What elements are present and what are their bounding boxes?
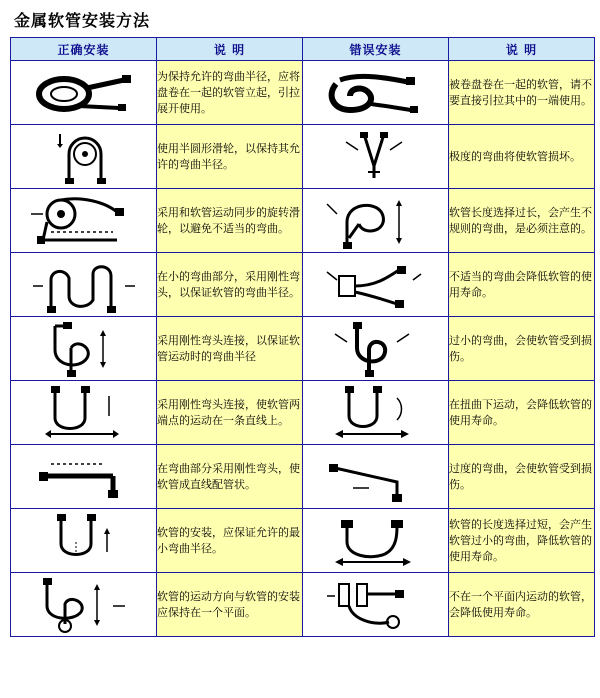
overlong-hose-icon bbox=[313, 512, 439, 570]
rigid-elbow-straight-pipe-icon bbox=[21, 448, 147, 506]
correct-note: 在小的弯曲部分，采用刚性弯头，以保证软管的弯曲半径。 bbox=[157, 253, 303, 317]
out-of-plane-motion-icon bbox=[313, 576, 439, 634]
improper-bend-icon bbox=[313, 256, 439, 314]
correct-note: 软管的运动方向与软管的安装应保持在一个平面。 bbox=[157, 573, 303, 637]
correct-note: 为保持允许的弯曲半径，应将盘卷在一起的软管立起，引拉展开使用。 bbox=[157, 61, 303, 125]
table-row bbox=[11, 509, 595, 573]
rigid-bend-small-radius-icon bbox=[21, 256, 147, 314]
wrong-illustration-cell bbox=[303, 573, 449, 637]
table-row bbox=[11, 573, 595, 637]
wrong-note: 在扭曲下运动，会降低软管的使用寿命。 bbox=[449, 381, 595, 445]
wrong-note: 软管的长度选择过短，会产生软管过小的弯曲，降低软管的使用寿命。 bbox=[449, 509, 595, 573]
correct-illustration-cell bbox=[11, 445, 157, 509]
table-row bbox=[11, 189, 595, 253]
correct-illustration-cell bbox=[11, 61, 157, 125]
minimum-bend-radius-icon bbox=[21, 512, 147, 570]
wrong-illustration-cell bbox=[303, 381, 449, 445]
correct-illustration-cell bbox=[11, 189, 157, 253]
table-row bbox=[11, 125, 595, 189]
synchronized-rotating-pulley-icon bbox=[21, 192, 147, 250]
correct-note: 采用和软管运动同步的旋转滑轮，以避免不适当的弯曲。 bbox=[157, 189, 303, 253]
page-title: 金属软管安装方法 bbox=[14, 11, 151, 30]
correct-illustration-cell bbox=[11, 253, 157, 317]
correct-note: 软管的安装，应保证允许的最小弯曲半径。 bbox=[157, 509, 303, 573]
table-row bbox=[11, 61, 595, 125]
correct-illustration-cell bbox=[11, 317, 157, 381]
wrong-illustration-cell bbox=[303, 253, 449, 317]
table-row bbox=[11, 317, 595, 381]
wrong-illustration-cell bbox=[303, 125, 449, 189]
wrong-note: 不在一个平面内运动的软管，会降低使用寿命。 bbox=[449, 573, 595, 637]
sharp-bend-hose-icon bbox=[316, 128, 436, 186]
rigid-elbow-connection-icon bbox=[21, 320, 147, 378]
correct-note: 采用刚性弯头连接，使软管两端点的运动在一条直线上。 bbox=[157, 381, 303, 445]
wrong-note: 过小的弯曲，会使软管受到损伤。 bbox=[449, 317, 595, 381]
correct-illustration-cell bbox=[11, 125, 157, 189]
table-row bbox=[11, 253, 595, 317]
coiled-hose-flat-icon bbox=[24, 64, 144, 122]
header-row bbox=[11, 38, 595, 61]
wrong-illustration-cell bbox=[303, 317, 449, 381]
header-wrong-install: 错误安装 bbox=[303, 38, 449, 61]
semicircular-sheave-icon bbox=[24, 128, 144, 186]
excessive-bend-icon bbox=[313, 448, 439, 506]
header-correct-note: 说 明 bbox=[157, 38, 303, 61]
long-loop-hose-icon bbox=[313, 192, 439, 250]
straight-line-motion-icon bbox=[21, 384, 147, 442]
correct-illustration-cell bbox=[11, 509, 157, 573]
correct-illustration-cell bbox=[11, 573, 157, 637]
wrong-note: 软管长度选择过长，会产生不规则的弯曲，是必须注意的。 bbox=[449, 189, 595, 253]
coiled-hose-pulled-icon bbox=[316, 64, 436, 122]
wrong-illustration-cell bbox=[303, 445, 449, 509]
wrong-illustration-cell bbox=[303, 61, 449, 125]
correct-note: 采用刚性弯头连接，以保证软管运动时的弯曲半径 bbox=[157, 317, 303, 381]
installation-methods-table bbox=[10, 37, 595, 637]
wrong-note: 不适当的弯曲会降低软管的使用寿命。 bbox=[449, 253, 595, 317]
wrong-note: 过度的弯曲，会使软管受到损伤。 bbox=[449, 445, 595, 509]
table-header bbox=[11, 38, 595, 61]
header-correct-install: 正确安装 bbox=[11, 38, 157, 61]
wrong-illustration-cell bbox=[303, 189, 449, 253]
same-plane-motion-icon bbox=[21, 576, 147, 634]
correct-illustration-cell bbox=[11, 381, 157, 445]
wrong-note: 极度的弯曲将使软管损坏。 bbox=[449, 125, 595, 189]
wrong-illustration-cell bbox=[303, 509, 449, 573]
table-body bbox=[11, 61, 595, 637]
table-row bbox=[11, 445, 595, 509]
correct-note: 在弯曲部分采用刚性弯头，使软管成直线配管状。 bbox=[157, 445, 303, 509]
wrong-note: 被卷盘卷在一起的软管，请不要直接引拉其中的一端使用。 bbox=[449, 61, 595, 125]
twisted-hose-motion-icon bbox=[313, 384, 439, 442]
correct-note: 使用半圆形滑轮，以保持其允许的弯曲半径。 bbox=[157, 125, 303, 189]
table-row bbox=[11, 381, 595, 445]
too-small-bend-icon bbox=[313, 320, 439, 378]
header-wrong-note: 说 明 bbox=[449, 38, 595, 61]
